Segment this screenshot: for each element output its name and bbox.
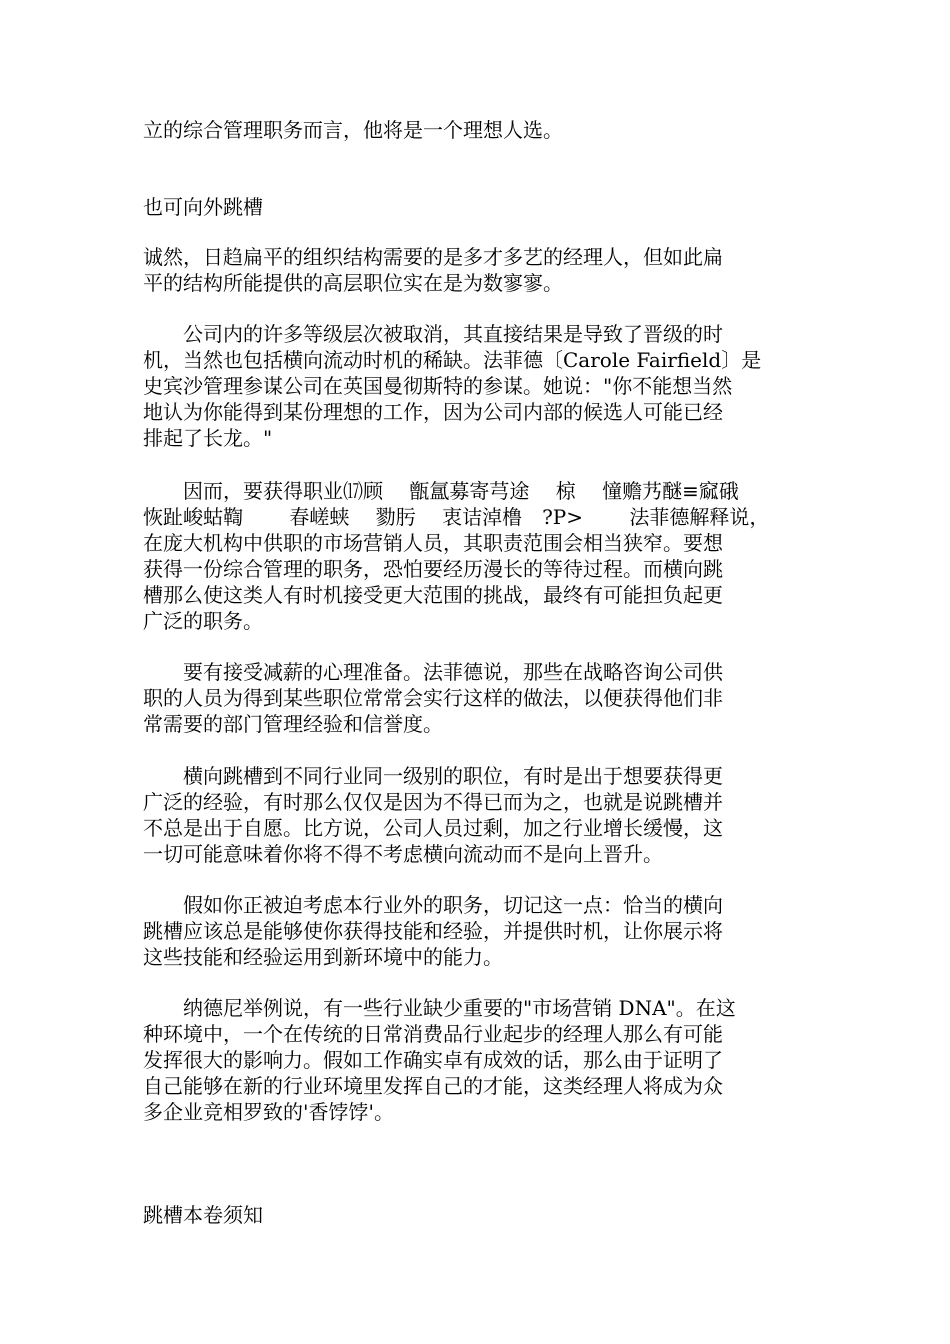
text-line: 地认为你能得到某份理想的工作，因为公司内部的候选人可能已经: [143, 400, 723, 424]
text-line: 假如你正被迫考虑本行业外的职务，切记这一点：恰当的横向: [143, 893, 723, 917]
text-line: 一切可能意味着你将不得不考虑横向流动而不是向上晋升。: [143, 842, 663, 866]
text-line: 恢趾峻蛄鞫 春嵯蛱 勠肟 衷诘淖橹 ?P> 法菲德解释说，: [143, 505, 770, 529]
text-line: 广泛的职务。: [143, 609, 263, 633]
text-line: 史宾沙管理参谋公司在英国曼彻斯特的参谋。她说："你不能想当然: [143, 374, 733, 398]
text-line: 立的综合管理职务而言，他将是一个理想人选。: [143, 118, 563, 142]
text-line: 机，当然也包括横向流动时机的稀缺。法菲德〔Carole Fairfield〕是: [143, 348, 762, 372]
section-heading: 也可向外跳槽: [143, 195, 263, 219]
text-line: 公司内的许多等级层次被取消，其直接结果是导致了晋级的时: [143, 322, 723, 346]
text-line: 这些技能和经验运用到新环境中的能力。: [143, 945, 503, 969]
text-line: 纳德尼举例说，有一些行业缺少重要的"市场营销 DNA"。在这: [143, 996, 736, 1020]
text-line: 多企业竞相罗致的'香饽饽'。: [143, 1100, 394, 1124]
text-line: 平的结构所能提供的高层职位实在是为数寥寥。: [143, 271, 563, 295]
text-line: 要有接受减薪的心理准备。法菲德说，那些在战略咨询公司供: [143, 660, 723, 684]
text-line: 发挥很大的影响力。假如工作确实卓有成效的话，那么由于证明了: [143, 1048, 723, 1072]
text-line: 跳槽应该总是能够使你获得技能和经验，并提供时机，让你展示将: [143, 919, 723, 943]
text-line: 种环境中，一个在传统的日常消费品行业起步的经理人那么有可能: [143, 1022, 723, 1046]
text-line: 横向跳槽到不同行业同一级别的职位，有时是出于想要获得更: [143, 764, 723, 788]
section-heading: 跳槽本卷须知: [143, 1203, 263, 1227]
text-line: 排起了长龙。": [143, 426, 273, 450]
text-line: 在庞大机构中供职的市场营销人员，其职责范围会相当狭窄。要想: [143, 531, 723, 555]
text-line: 常需要的部门管理经验和信誉度。: [143, 712, 443, 736]
text-line: 获得一份综合管理的职务，恐怕要经历漫长的等待过程。而横向跳: [143, 557, 723, 581]
text-line: 广泛的经验，有时那么仅仅是因为不得已而为之，也就是说跳槽并: [143, 790, 723, 814]
text-line: 槽那么使这类人有时机接受更大范围的挑战，最终有可能担负起更: [143, 583, 723, 607]
text-line: 不总是出于自愿。比方说，公司人员过剩，加之行业增长缓慢，这: [143, 816, 723, 840]
text-line: 诚然，日趋扁平的组织结构需要的是多才多艺的经理人，但如此扁: [143, 245, 723, 269]
text-line: 自己能够在新的行业环境里发挥自己的才能，这类经理人将成为众: [143, 1074, 723, 1098]
text-line: 因而，要获得职业⒄顾 甑氲募寄芎途 椋 憧赡艿醚≡窳硪: [143, 479, 739, 503]
text-line: 职的人员为得到某些职位常常会实行这样的做法，以便获得他们非: [143, 686, 723, 710]
